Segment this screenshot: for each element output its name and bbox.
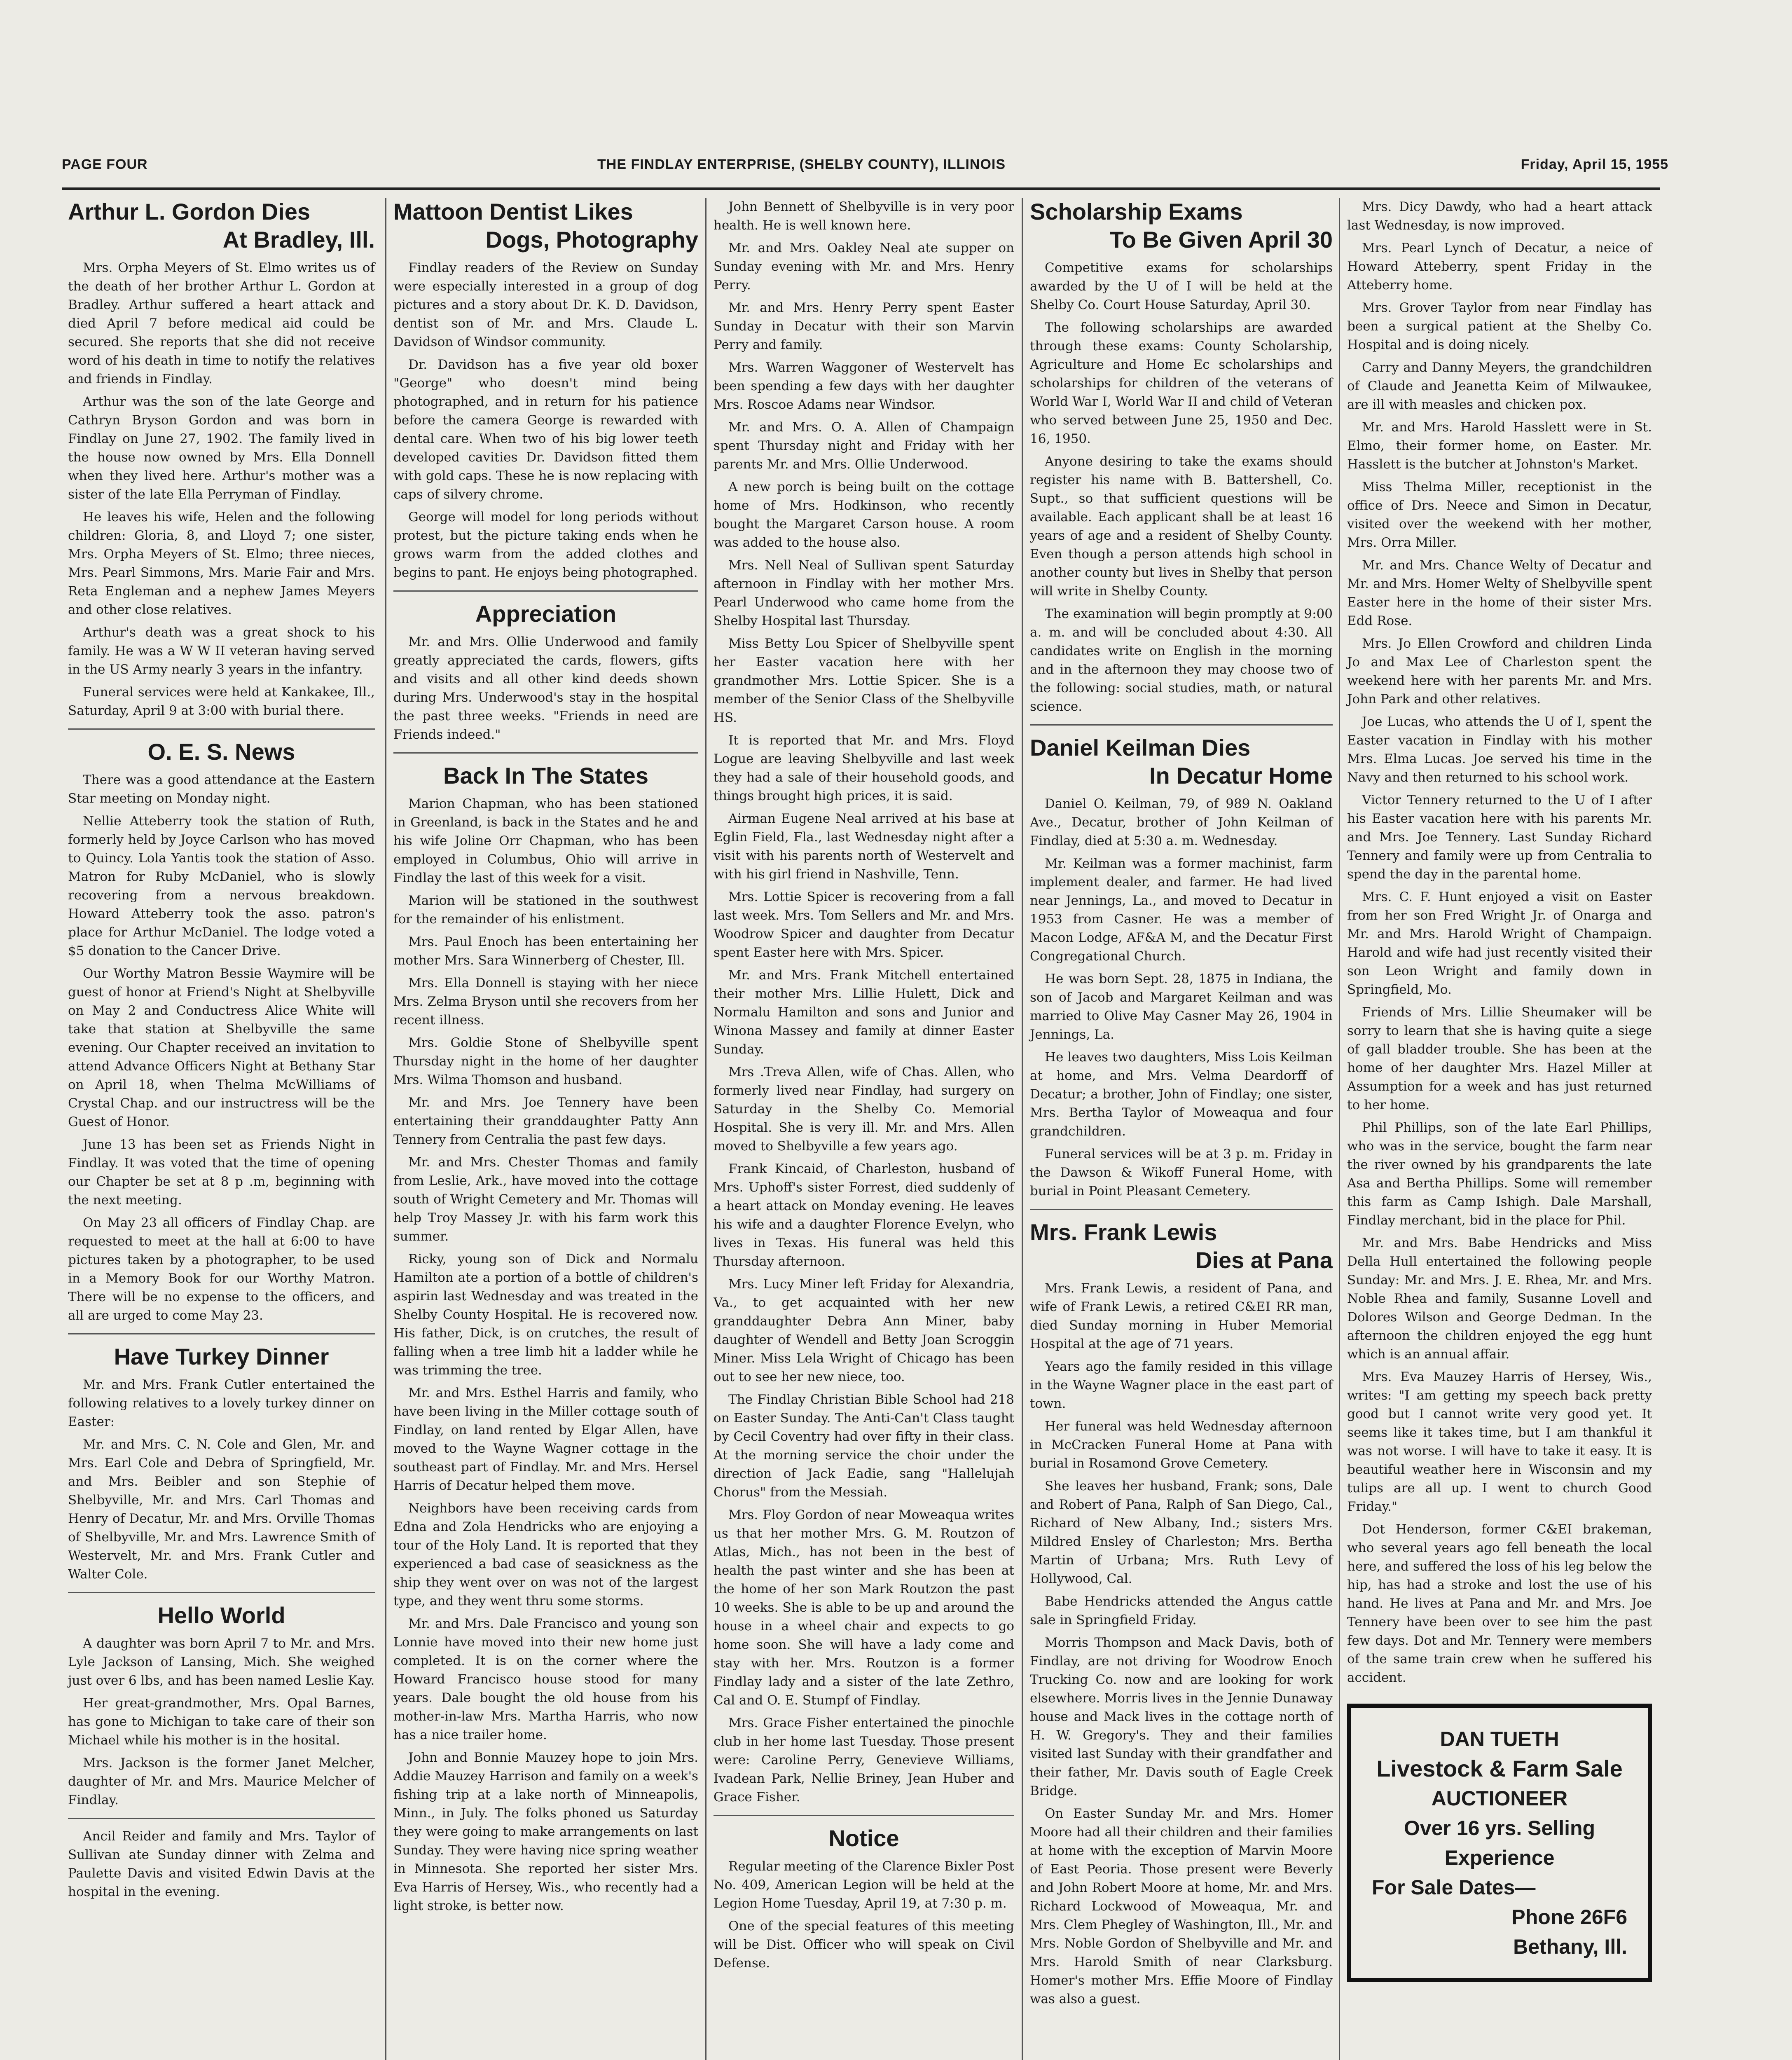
paragraph: Mr. and Mrs. Esthel Harris and family, who have been living in the Miller cottage south of Findlay, on land rented by Elgar Allen, have moved to the Wayne Wagner cottage in the southeast part of Findlay. Mr. and Mrs. Hersel Harris of Decatur helped them move. bbox=[393, 1386, 698, 1493]
headline-line-2: To Be Given April 30 bbox=[1109, 227, 1333, 253]
column-divider bbox=[1022, 198, 1023, 2060]
ad-line: Experience bbox=[1444, 1846, 1555, 1869]
headline bbox=[1030, 734, 1333, 790]
paragraph: Joe Lucas, who attends the U of I, spent the Easter vacation in Findlay with his mother Mrs. Elma Lucas. Joe served his time in the Navy and then returned to his school work. bbox=[1347, 714, 1652, 785]
paragraph: Neighbors have been receiving cards from Edna and Zola Hendricks who are enjoying a tour of the Holy Land. It is reported that they experienced a bad case of seasickness as the ship they went over on was not of the largest type, and they went thru some storms. bbox=[393, 1501, 698, 1608]
ad-name: DAN TUETH bbox=[1440, 1728, 1559, 1751]
paragraph: A new porch is being built on the cottage home of Mrs. Hodkinson, who recently bought the Margaret Carson house. A room was added to the house also. bbox=[714, 480, 1014, 550]
paragraph: Mr. and Mrs. Chester Thomas and family from Leslie, Ark., have moved into the cottage south of Wright Cemetery and Mr. Thomas will help Troy Massey Jr. with his farm work this summer. bbox=[393, 1155, 698, 1244]
paragraph: He leaves two daughters, Miss Lois Keilman at home, and Mrs. Velma Deardorff of Decatur; a brother, John of Findlay; one sister, Mrs. Bertha Taylor of Moweaqua and four grandchildren. bbox=[1030, 1050, 1333, 1139]
paragraph: George will model for long periods without protest, but the picture taking ends when he grows warm from the added clothes and begins to pant. He enjoys being photographed. bbox=[393, 510, 698, 580]
headline bbox=[1030, 1218, 1333, 1274]
paragraph: Mrs. Goldie Stone of Shelbyville spent Thursday night in the home of her daughter Mrs. Wilma Thomson and husband. bbox=[393, 1035, 698, 1087]
paragraph: Mr. and Mrs. Joe Tennery have been entertaining their granddaughter Patty Ann Tennery from Centralia the past few days. bbox=[393, 1095, 698, 1147]
paragraph: Mrs. Jackson is the former Janet Melcher, daughter of Mr. and Mrs. Maurice Melcher of Findlay. bbox=[68, 1756, 375, 1807]
page-number: PAGE FOUR bbox=[62, 157, 148, 172]
paragraph: Regular meeting of the Clarence Bixler Post No. 409, American Legion will be held at the Legion Home Tuesday, April 19, at 7:30 p. m. bbox=[714, 1859, 1014, 1911]
paragraph: Ricky, young son of Dick and Normalu Hamilton ate a portion of a bottle of children's aspirin last Wednesday and was treated in the Shelby County Hospital. He is recovered now. His father, Dick, is on crutches, the result of falling when a tree limb hit a ladder while he was trimming the tree. bbox=[393, 1252, 698, 1378]
headline: Back In The States bbox=[443, 763, 648, 789]
article-turkey-dinner bbox=[68, 1343, 375, 1584]
paragraph: Mrs. Grace Fisher entertained the pinochle club in her home last Tuesday. Those present were: Caroline Perry, Genevieve Williams, Ivadean Park, Nellie Briney, Jean Huber and Grace Fisher. bbox=[714, 1716, 1014, 1805]
paragraph: Mr. and Mrs. Harold Hasslett were in St. Elmo, their former home, on Easter. Mr. Hasslett is the butcher at Johnston's Market. bbox=[1347, 420, 1652, 472]
paragraph: There was a good attendance at the Eastern Star meeting on Monday night. bbox=[68, 772, 375, 806]
paragraph: Nellie Atteberry took the station of Ruth, formerly held by Joyce Carlson who has moved to Quincy. Lola Yantis took the station of Asso. Matron for Ruby McDaniel, who is slowly recovering from a nervous breakdown. Howard Atteberry took the asso. patron's place for Arthur McDaniel. The lodge voted a $5 donation to the Cancer Drive. bbox=[68, 814, 375, 958]
paragraph: Dot Henderson, former C&EI brakeman, who several years ago fell beneath the local here, and suffered the loss of his leg below the hip, has had a stroke and lost the use of his hand. He lives at Pana and Mr. and Mrs. Joe Tennery have been over to see him the past few days. Dot and Mr. Tennery were members of the same train crew when he suffered his accident. bbox=[1347, 1522, 1652, 1685]
column-4 bbox=[1030, 198, 1333, 2013]
headline-line-1: Mrs. Frank Lewis bbox=[1030, 1219, 1217, 1245]
newspaper-name: THE FINDLAY ENTERPRISE, (SHELBY COUNTY), ILLINOIS bbox=[597, 157, 1006, 172]
column-divider bbox=[1339, 198, 1340, 2060]
headline-line-2: Dies at Pana bbox=[1195, 1247, 1333, 1273]
article-divider bbox=[1030, 724, 1333, 726]
column-1 bbox=[68, 198, 375, 1906]
paragraph: Years ago the family resided in this village in the Wayne Wagner place in the east part of town. bbox=[1030, 1359, 1333, 1411]
headline-line-2: At Bradley, Ill. bbox=[222, 227, 375, 253]
paragraph: Funeral services were held at Kankakee, Ill., Saturday, April 9 at 3:00 with burial there. bbox=[68, 685, 375, 718]
paragraph: Morris Thompson and Mack Davis, both of Findlay, are not driving for Woodrow Enoch Trucking Co. now and are looking for work elsewhere. Morris lives in the Jennie Dunaway house and Mack lives in the cottage north of H. W. Gregory's. They and their families visited last Sunday with their grandfather and their father, Mr. Davis south of Eagle Creek Bridge. bbox=[1030, 1635, 1333, 1798]
paragraph: Mrs. Floy Gordon of near Moweaqua writes us that her mother Mrs. G. M. Routzon of Atlas, Mich., has not been in the best of health the past winter and she has been at the home of her son Mark Routzon the past 10 weeks. She is able to be up and around the house in a wheel chair and expects to go home soon. She will have a lady come and stay with her. Mrs. Routzon is a former Findlay lady and a sister of the late Zethro, Cal and O. E. Stumpf of Findlay. bbox=[714, 1508, 1014, 1708]
paragraph: Ancil Reider and family and Mrs. Taylor of Sullivan ate Sunday dinner with Zelma and Paulette Davis and visited Edwin Davis at the hospital in the evening. bbox=[68, 1829, 375, 1899]
column-divider bbox=[385, 198, 386, 2060]
article-divider bbox=[68, 1333, 375, 1334]
paragraph: Arthur was the son of the late George and Cathryn Bryson Gordon and was born in Findlay on June 27, 1902. The family lived in the house now owned by Mrs. Ella Donnell when they lived here. Arthur's mother was a sister of the late Ella Perryman of Findlay. bbox=[68, 394, 375, 502]
paragraph: Mr. and Mrs. Oakley Neal ate supper on Sunday evening with Mr. and Mrs. Henry Perry. bbox=[714, 241, 1014, 293]
headline bbox=[1030, 198, 1333, 254]
article-oes-news bbox=[68, 738, 375, 1325]
paragraph: Mrs. Jo Ellen Crowford and children Linda Jo and Max Lee of Charleston spent the weekend here with her parents Mr. and Mrs. John Park and other relatives. bbox=[1347, 636, 1652, 707]
headline-line-1: Scholarship Exams bbox=[1030, 199, 1243, 225]
paragraph: Mr. and Mrs. Frank Mitchell entertained their mother Mrs. Lillie Hulett, Dick and Normalu Hamilton and sons and Junior and Winona Massey and family at dinner Easter Sunday. bbox=[714, 968, 1014, 1057]
article-appreciation bbox=[393, 600, 698, 744]
paragraph: Mr. and Mrs. Frank Cutler entertained the following relatives to a lovely turkey dinner on Easter: bbox=[68, 1377, 375, 1429]
headline-line-2: Dogs, Photography bbox=[485, 227, 698, 253]
paragraph: Mrs. Dicy Dawdy, who had a heart attack last Wednesday, is now improved. bbox=[1347, 199, 1652, 233]
paragraph: She leaves her husband, Frank; sons, Dale and Robert of Pana, Ralph of San Diego, Cal., Richard of New Albany, Ind.; sisters Mrs. Mildred Ensley of Charleston; Mrs. Bertha Martin of Urbana; Mrs. Ruth Levy of Hollywood, Cal. bbox=[1030, 1479, 1333, 1586]
paragraph: Marion will be stationed in the southwest for the remainder of his enlistment. bbox=[393, 893, 698, 927]
article-divider bbox=[1030, 1209, 1333, 1210]
paragraph: Babe Hendricks attended the Angus cattle sale in Springfield Friday. bbox=[1030, 1594, 1333, 1627]
paragraph: Carry and Danny Meyers, the grandchildren of Claude and Jeanetta Keim of Milwaukee, are ill with measles and chicken pox. bbox=[1347, 360, 1652, 412]
paragraph: Mr. and Mrs. O. A. Allen of Champaign spent Thursday night and Friday with her parents Mr. and Mrs. Ollie Underwood. bbox=[714, 420, 1014, 472]
article-keilman-obituary bbox=[1030, 734, 1333, 1201]
article-mattoon-dentist bbox=[393, 198, 698, 582]
paragraph: Mrs. Grover Taylor from near Findlay has been a surgical patient at the Shelby Co. Hospital and is doing nicely. bbox=[1347, 300, 1652, 352]
paragraph: Frank Kincaid, of Charleston, husband of Mrs. Uphoff's sister Forrest, died suddenly of a heart attack on Monday evening. He leaves his wife and a daughter Florence Evelyn, who lives in Texas. His funeral was held this Thursday afternoon. bbox=[714, 1161, 1014, 1269]
paragraph: John and Bonnie Mauzey hope to join Mrs. Addie Mauzey Harrison and family on a week's fishing trip at a lake north of Minneapolis, Minn., in July. The folks phoned us Saturday they were going to make arrangements on last Sunday. They were having nice spring weather in Minnesota. She reported her sister Mrs. Eva Harris of Hersey, Wis., who recently had a light stroke, is better now. bbox=[393, 1750, 698, 1913]
paragraph: One of the special features of this meeting will be Dist. Officer who will speak on Civil Defense. bbox=[714, 1919, 1014, 1971]
paragraph: Miss Thelma Miller, receptionist in the office of Drs. Neece and Simon in Decatur, visited over the weekend with her mother, Mrs. Orra Miller. bbox=[1347, 480, 1652, 550]
headline-line-1: Arthur L. Gordon Dies bbox=[68, 199, 310, 225]
article-local-news-2 bbox=[1347, 198, 1652, 1687]
paragraph: The following scholarships are awarded through these exams: County Scholarship, Agriculture and Home Ec scholarships and scholarships for children of the veterans of World War I, World War II and child of Veteran who served between June 25, 1950 and Dec. 16, 1950. bbox=[1030, 320, 1333, 446]
paragraph: Mrs. Orpha Meyers of St. Elmo writes us of the death of her brother Arthur L. Gordon at Bradley. Arthur suffered a heart attack and died April 7 before medical aid could be secured. She reports that she did not receive word of his death in time to notify the relatives and friends in Findlay. bbox=[68, 260, 375, 386]
ad-line: For Sale Dates— bbox=[1372, 1876, 1536, 1899]
column-3 bbox=[714, 198, 1014, 1977]
article-gordon-obituary bbox=[68, 198, 375, 720]
paragraph: Her funeral was held Wednesday afternoon in McCracken Funeral Home at Pana with burial in Rosamond Grove Cemetery. bbox=[1030, 1419, 1333, 1471]
headline: O. E. S. News bbox=[147, 739, 295, 765]
paragraph: Marion Chapman, who has been stationed in Greenland, is back in the States and he and his wife Joline Orr Chapman, who has been employed in Columbus, Ohio will arrive in Findlay the last of this week for a visit. bbox=[393, 796, 698, 885]
headline: Have Turkey Dinner bbox=[114, 1344, 329, 1369]
article-divider bbox=[68, 1592, 375, 1593]
paragraph: It is reported that Mr. and Mrs. Floyd Logue are leaving Shelbyville and last week they had a sale of their household goods, and things brought high prices, it is said. bbox=[714, 733, 1014, 803]
headline: Hello World bbox=[157, 1602, 285, 1628]
paragraph: The Findlay Christian Bible School had 218 on Easter Sunday. The Anti-Can't Class taught by Cecil Coventry had over fifty in their class. At the morning service the choir under the direction of Jack Eadie, sang "Hallelujah Chorus" from the Messiah. bbox=[714, 1392, 1014, 1500]
paragraph: The examination will begin promptly at 9:00 a. m. and will be concluded about 4:30. All candidates write on English in the morning and in the afternoon they may choose two of the following: social studies, math, or natural science. bbox=[1030, 606, 1333, 714]
paragraph: Anyone desiring to take the exams should register his name with B. Battershell, Co. Supt., so that sufficient questions will be available. Each applicant shall be at least 16 years of age and a resident of Shelby County. Even though a person attends high school in another county but lives in Shelby that person will write in Shelby County. bbox=[1030, 454, 1333, 599]
paragraph: Victor Tennery returned to the U of I after his Easter vacation here with his parents Mr. and Mrs. Joe Tennery. Last Sunday Richard Tennery and family were up from Centralia to spend the day in the parental home. bbox=[1347, 793, 1652, 882]
issue-date: Friday, April 15, 1955 bbox=[1521, 157, 1668, 172]
paragraph: Mrs. C. F. Hunt enjoyed a visit on Easter from her son Fred Wright Jr. of Onarga and Mr. and Mrs. Harold Wright of Champaign. Harold and wife had just recently visited their son Leon Wright and family down in Springfield, Mo. bbox=[1347, 890, 1652, 997]
paragraph: John Bennett of Shelbyville is in very poor health. He is well known here. bbox=[714, 199, 1014, 233]
article-divider bbox=[68, 1818, 375, 1819]
paragraph: He leaves his wife, Helen and the following children: Gloria, 8, and Lloyd 7; one sister, Mrs. Orpha Meyers of St. Elmo; three nieces, Mrs. Pearl Simmons, Mrs. Marie Fair and Mrs. Reta Engleman and a nephew James Meyers and other close relatives. bbox=[68, 510, 375, 617]
paragraph: A daughter was born April 7 to Mr. and Mrs. Lyle Jackson of Lansing, Mich. She weighed just over 6 lbs, and has been named Leslie Kay. bbox=[68, 1636, 375, 1688]
paragraph: Phil Phillips, son of the late Earl Phillips, who was in the service, bought the farm near the river owned by his grandparents the late Asa and Bertha Phillips. Some will remember this farm as Camp Ishigh. Dale Marshall, Findlay merchant, bid in the place for Phil. bbox=[1347, 1120, 1652, 1228]
headline bbox=[393, 198, 698, 254]
article-scholarship-exams bbox=[1030, 198, 1333, 716]
headline-line-1: Mattoon Dentist Likes bbox=[393, 199, 633, 225]
paragraph: Findlay readers of the Review on Sunday were especially interested in a group of dog pictures and a story about Dr. K. D. Davidson, dentist son of Mr. and Mrs. Claude L. Davidson of Windsor community. bbox=[393, 260, 698, 349]
paragraph: Mr. Keilman was a former machinist, farm implement dealer, and farmer. He had lived near Jennings, La., and moved to Decatur in 1953 from Casner. He was a member of Macon Lodge, AF&A M, and the Decatur First Congregational Church. bbox=[1030, 856, 1333, 964]
article-reider-visit bbox=[68, 1827, 375, 1901]
column-2 bbox=[393, 198, 698, 1920]
paragraph: Mrs. Paul Enoch has been entertaining her mother Mrs. Sara Winnerberg of Chester, Ill. bbox=[393, 934, 698, 968]
paragraph: Mrs. Lottie Spicer is recovering from a fall last week. Mrs. Tom Sellers and Mr. and Mrs. Woodrow Spicer and daughter from Decatur spent Easter here with Mrs. Spicer. bbox=[714, 890, 1014, 960]
paragraph: Mr. and Mrs. Ollie Underwood and family greatly appreciated the cards, flowers, gifts and visits and all other kind deeds shown during Mrs. Underwood's stay in the hospital the past three weeks. "Friends in need are Friends indeed." bbox=[393, 634, 698, 742]
paragraph: Daniel O. Keilman, 79, of 989 N. Oakland Ave., Decatur, brother of John Keilman of Findlay, died at 5:30 a. m. Wednesday. bbox=[1030, 796, 1333, 848]
paragraph: Mr. and Mrs. C. N. Cole and Glen, Mr. and Mrs. Earl Cole and Debra of Springfield, Mr. and Mrs. Beibler and son Stephie of Shelbyville, Mr. and Mrs. Carl Thomas and Henry of Decatur, Mr. and Mrs. Orville Thomas of Shelbyville, Mr. and Mrs. Lawrence Smith of Westervelt, Mr. and Mrs. Frank Cutler and Walter Cole. bbox=[68, 1437, 375, 1582]
column-5 bbox=[1347, 198, 1652, 1982]
article-back-in-states bbox=[393, 762, 698, 1915]
paragraph: Mr. and Mrs. Chance Welty of Decatur and Mr. and Mrs. Homer Welty of Shelbyville spent Easter here in the home of their sister Mrs. Edd Rose. bbox=[1347, 558, 1652, 628]
ad-line: AUCTIONEER bbox=[1431, 1787, 1568, 1810]
paragraph: He was born Sept. 28, 1875 in Indiana, the son of Jacob and Margaret Keilman and was married to Olive May Casner May 26, 1904 in Jennings, La. bbox=[1030, 971, 1333, 1042]
article-hello-world bbox=[68, 1601, 375, 1810]
paragraph: Competitive exams for scholarships awarded by the U of I will be held at the Shelby Co. Court House Saturday, April 30. bbox=[1030, 260, 1333, 312]
ad-line: Over 16 yrs. Selling bbox=[1404, 1817, 1595, 1840]
paragraph: Mrs. Lucy Miner left Friday for Alexandria, Va., to get acquainted with her new granddaughter Debra Ann Miner, baby daughter of Wendell and Betty Joan Scroggin Miner. Miss Lela Wright of Chicago has been out to see her new niece, too. bbox=[714, 1277, 1014, 1384]
article-divider bbox=[714, 1815, 1014, 1816]
headline bbox=[68, 198, 375, 254]
paragraph: Mrs. Warren Waggoner of Westervelt has been spending a few days with her daughter Mrs. Roscoe Adams near Windsor. bbox=[714, 360, 1014, 412]
paragraph: Mrs. Ella Donnell is staying with her niece Mrs. Zelma Bryson until she recovers from her recent illness. bbox=[393, 976, 698, 1028]
paragraph: Mrs. Nell Neal of Sullivan spent Saturday afternoon in Findlay with her mother Mrs. Pearl Underwood who came home from the Shelby Hospital last Thursday. bbox=[714, 558, 1014, 628]
headline: Appreciation bbox=[475, 601, 617, 627]
headline-line-2: In Decatur Home bbox=[1149, 763, 1333, 789]
paragraph: Arthur's death was a great shock to his family. He was a W W II veteran having served in the US Army nearly 3 years in the infantry. bbox=[68, 625, 375, 677]
masthead-rule bbox=[62, 187, 1660, 190]
article-divider bbox=[393, 590, 698, 592]
auctioneer-advertisement bbox=[1347, 1704, 1652, 1982]
paragraph: Airman Eugene Neal arrived at his base at Eglin Field, Fla., last Wednesday night after a visit with his parents north of Westervelt and with his girl friend in Nashville, Tenn. bbox=[714, 811, 1014, 882]
paragraph: June 13 has been set as Friends Night in Findlay. It was voted that the time of opening our Chapter be set at 8 p .m, beginning with the next meeting. bbox=[68, 1137, 375, 1208]
paragraph: Mr. and Mrs. Babe Hendricks and Miss Della Hull entertained the following people Sunday: Mr. and Mrs. J. E. Rhea, Mr. and Mrs. Noble Rhea and family, Susanne Lovell and Dolores Wilson and George Dedman. In the afternoon the children enjoyed the egg hunt which is an annual affair. bbox=[1347, 1236, 1652, 1362]
paragraph: On Easter Sunday Mr. and Mrs. Homer Moore had all their children and their families at home with the exception of Marvin Moore of East Peoria. Those present were Beverly and John Robert Moore at home, Mr. and Mrs. Richard Lockwood of Moweaqua, Mr. and Mrs. Clem Phegley of Washington, Ill., Mr. and Mrs. Noble Gordon of Shelbyville and Mr. and Mrs. Harold Smith of near Clarksburg. Homer's mother Mrs. Effie Moore of Findlay was also a guest. bbox=[1030, 1806, 1333, 2006]
article-divider bbox=[393, 752, 698, 754]
article-lewis-obituary bbox=[1030, 1218, 1333, 2008]
paragraph: Mr. and Mrs. Henry Perry spent Easter Sunday in Decatur with their son Marvin Perry and family. bbox=[714, 300, 1014, 352]
paragraph: Mrs .Treva Allen, wife of Chas. Allen, who formerly lived near Findlay, had surgery on Saturday in the Shelby Co. Memorial Hospital. She is very ill. Mr. and Mrs. Allen moved to Shelbyville a few years ago. bbox=[714, 1065, 1014, 1154]
ad-line: Livestock & Farm Sale bbox=[1376, 1756, 1623, 1781]
paragraph: Mrs. Pearl Lynch of Decatur, a neice of Howard Atteberry, spent Friday in the Atteberry home. bbox=[1347, 241, 1652, 293]
paragraph: Dr. Davidson has a five year old boxer "George" who doesn't mind being photographed, and in return for his patience before the camera George is rewarded with dental care. When two of his big lower teeth developed cavities Dr. Davidson fitted them with gold caps. These he is now replacing with caps of silvery chrome. bbox=[393, 357, 698, 502]
article-notice bbox=[714, 1824, 1014, 1973]
masthead bbox=[62, 157, 1668, 181]
paragraph: Miss Betty Lou Spicer of Shelbyville spent her Easter vacation here with her grandmother Mrs. Lottie Spicer. She is a member of the Senior Class of the Shelbyville HS. bbox=[714, 636, 1014, 725]
paragraph: On May 23 all officers of Findlay Chap. are requested to meet at the hall at 6:00 to have pictures taken by a photographer, to be used in a Memory Book for our Worthy Matron. There will be no expense to the officers, and all are urged to come May 23. bbox=[68, 1215, 375, 1323]
paragraph: Funeral services will be at 3 p. m. Friday in the Dawson & Wikoff Funeral Home, with burial in Point Pleasant Cemetery. bbox=[1030, 1147, 1333, 1199]
column-divider bbox=[705, 198, 707, 2060]
article-divider bbox=[68, 728, 375, 730]
paragraph: Our Worthy Matron Bessie Waymire will be guest of honor at Friend's Night at Shelbyville on May 2 and Conductress Alice White will take that station at Shelbyville the same evening. Our Chapter received an invitation to attend Advance Officers Night at Bethany Star on April 18, when Thelma McWilliams of Crystal Chap. and our instructress will be the Guest of Honor. bbox=[68, 966, 375, 1129]
paragraph: Her great-grandmother, Mrs. Opal Barnes, has gone to Michigan to take care of their son Michael while his mother is in the hosital. bbox=[68, 1696, 375, 1748]
paragraph: Mrs. Eva Mauzey Harris of Hersey, Wis., writes: "I am getting my speech back pretty good but I cannot write very good yet. It seems like it takes time, but I am thankful it was not worse. I will have to take it easy. It is beautiful weather here in Wisconsin and my tulips are all up. I went to church Good Friday." bbox=[1347, 1369, 1652, 1514]
article-local-news-1 bbox=[714, 198, 1014, 1807]
ad-location: Bethany, Ill. bbox=[1513, 1935, 1627, 1958]
headline-line-1: Daniel Keilman Dies bbox=[1030, 735, 1251, 761]
ad-phone: Phone 26F6 bbox=[1511, 1906, 1627, 1929]
paragraph: Mrs. Frank Lewis, a resident of Pana, and wife of Frank Lewis, a retired C&EI RR man, died Sunday morning in Huber Memorial Hospital at the age of 71 years. bbox=[1030, 1281, 1333, 1351]
paragraph: Friends of Mrs. Lillie Sheumaker will be sorry to learn that she is having quite a siege of gall bladder trouble. She has been at the home of her daughter Mrs. Hazel Miller at Assumption for a week and has just returned to her home. bbox=[1347, 1005, 1652, 1112]
paragraph: Mr. and Mrs. Dale Francisco and young son Lonnie have moved into their new home just completed. It is on the corner where the Howard Francisco house stood for many years. Dale bought the old house from his mother-in-law Mrs. Martha Harris, who now has a nice trailer home. bbox=[393, 1616, 698, 1742]
headline: Notice bbox=[828, 1825, 899, 1851]
